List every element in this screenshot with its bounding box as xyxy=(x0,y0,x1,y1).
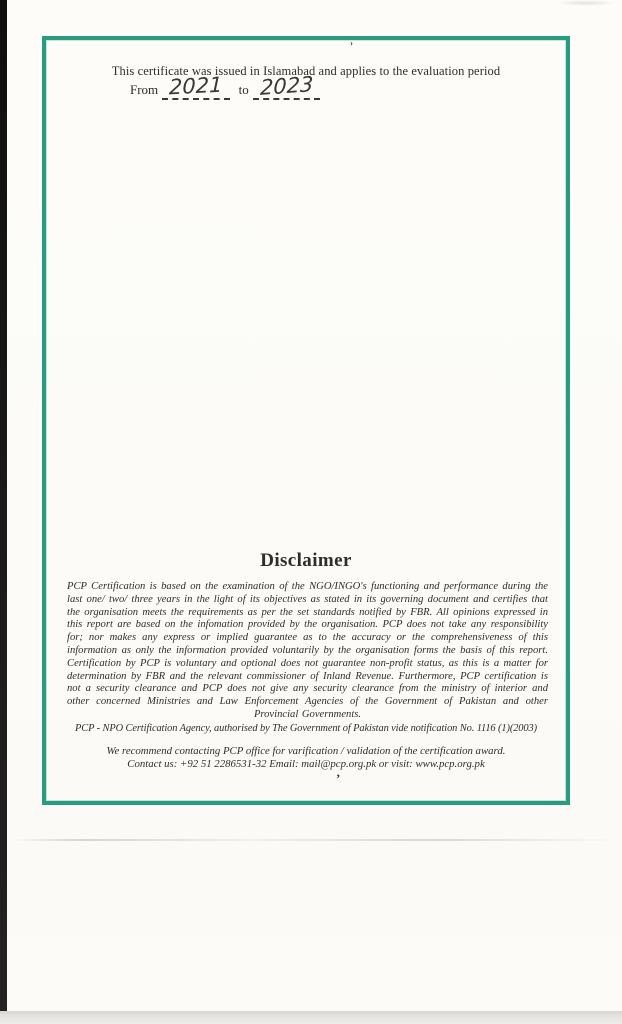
agency-authorisation-line: PCP - NPO Certification Agency, authorised by The Government of Pakistan vide notification No. 1116 (1)(2003) xyxy=(75,723,537,734)
from-year-handwritten: 2021 xyxy=(168,72,223,100)
paper-edge-crease xyxy=(8,839,618,841)
contact-details-line: Contact us: +92 51 2286531-32 Email: mail@pcp.org.pk or visit: www.pcp.org.pk xyxy=(127,758,485,770)
scan-smudge xyxy=(556,0,616,6)
evaluation-period-row xyxy=(130,72,323,100)
to-year-blank xyxy=(253,72,320,100)
to-label: to xyxy=(238,82,249,97)
disclaimer-paragraph: PCP Certification is based on the examination of the NGO/INGO's functioning and performance during the last one/ two/ three years in the light of its objectives as stated in its governing document and certifies that the organisation meets the requirements as per the set standards notified by FBR. All opinions expressed in this report are based on the infomation provided by the organisation. PCP does not take any responsibility for; nor makes any express or implied guarantee as to the accuracy or the comprehensiveness of this information as only the information provided voluntarily by the organisation forms the basis of this report. Certification by PCP is voluntary and optional does not guarantee non-profit status, as this is a matter for determination by FBR and the relevant commissioner of Inland Revenue. Furthermore, PCP certification is not a security clearance and PCP does not give any security clearance from the ministry of interior and other concerned Ministries and Law Enforcement Agencies of the Government of Pakistan and other Provincial Governments. xyxy=(67,581,548,720)
from-label: From xyxy=(130,82,159,97)
to-year-handwritten: 2023 xyxy=(259,72,314,100)
scan-artifact-mark-top: › xyxy=(350,38,353,48)
disclaimer-heading: Disclaimer xyxy=(260,550,352,571)
verification-recommendation-line: We recommend contacting PCP office for varification / validation of the certification award. xyxy=(106,745,506,757)
scan-bottom-shadow xyxy=(0,1011,622,1024)
from-year-blank xyxy=(162,72,229,100)
issued-statement: This certificate was issued in Islamabad and applies to the evaluation period xyxy=(111,64,501,78)
scan-artifact-mark-bottom: ’ xyxy=(336,771,341,786)
scanner-edge-strip xyxy=(0,0,7,1014)
